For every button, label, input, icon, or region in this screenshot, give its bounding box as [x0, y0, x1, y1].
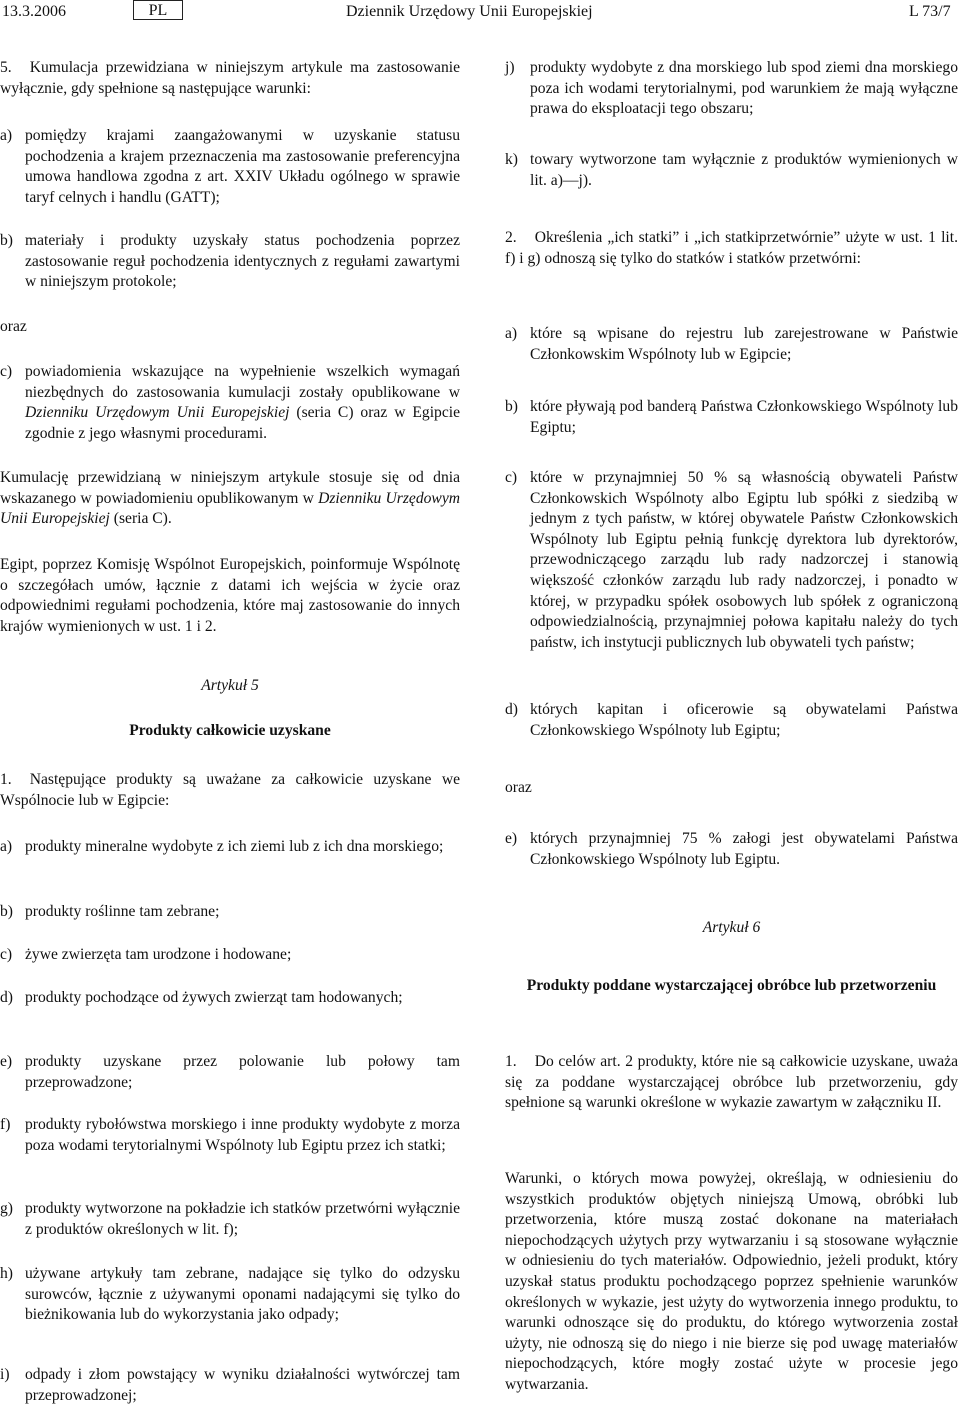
list-item-k [505, 150, 958, 191]
item-text: towary wytworzone tam wyłącznie z produktów wymienionych w lit. a)—j). [530, 151, 958, 189]
list-item [0, 945, 460, 966]
journal-name-italic: Dzienniku Urzędowym Unii Europejskiej [0, 489, 460, 528]
paragraph-number: 2. [505, 229, 517, 246]
list-item [0, 1115, 460, 1156]
item-text: używane artykuły tam zebrane, nadające się tylko do odzysku surowców, łącznie z używanymi oponami nadającymi się tylko do bieżnikowania lub do wykorzystania jako odpady; [25, 1265, 460, 1324]
paragraph-text: Kumulacja przewidziana w niniejszym artykule ma zastosowanie wyłącznie, gdy spełnione są następujące warunki: [0, 59, 460, 97]
paragraph-text: Określenia „ich statki” i „ich statkiprzetwórnie” użyte w ust. 1 lit. f) i g) odnoszą się tylko do statków i statków przetwórni: [505, 229, 958, 267]
item-text: materiały i produkty uzyskały status pochodzenia poprzez zastosowanie reguł pochodzenia identycznych z regułami zawartymi w niniejszym protokole; [25, 232, 460, 291]
item-label: g) [0, 1200, 13, 1217]
ship-condition [505, 829, 958, 870]
paragraph-number: 1. [505, 1053, 517, 1070]
item-text: żywe zwierzęta tam urodzone i hodowane; [25, 946, 292, 963]
journal-name-italic: Dzienniku Urzędowym Unii Europejskiej [25, 404, 290, 422]
page-header [0, 0, 960, 24]
list-item [0, 837, 460, 858]
paragraph-text: (seria C). [109, 510, 172, 528]
header-date: 13.3.2006 [2, 3, 66, 20]
item-label: h) [0, 1265, 13, 1282]
item-label: b) [505, 398, 518, 415]
item-text: pomiędzy krajami zaangażowanymi w uzyskanie statusu pochodzenia a krajem przeznaczenia ma zastosowanie preferencyjna umowa handlowa zgodna z art. XXIV Układu ogólnego w sprawie taryf celnych i handlu (GATT); [25, 127, 460, 206]
item-text: produkty roślinne tam zebrane; [25, 903, 220, 920]
journal-title: Dziennik Urzędowy Unii Europejskiej [346, 3, 593, 20]
item-label: c) [0, 363, 13, 380]
item-label: c) [0, 946, 13, 963]
paragraph-1 [0, 770, 460, 811]
item-label: c) [505, 469, 518, 486]
list-item [0, 988, 460, 1009]
ship-condition [505, 397, 958, 438]
item-label: j) [505, 59, 515, 76]
item-text: produkty pochodzące od żywych zwierząt tam hodowanych; [25, 989, 403, 1006]
item-label: a) [505, 325, 518, 342]
condition-a [0, 126, 460, 208]
article-5-label: Artykuł 5 [201, 677, 259, 694]
article-6-title: Produkty poddane wystarczającej obróbce lub przetworzeniu [526, 977, 937, 994]
paragraph-2 [505, 228, 958, 269]
item-text: odpady i złom powstający w wyniku działalności wytwórczej tam przeprowadzonej; [25, 1366, 460, 1404]
condition-c [0, 362, 460, 444]
item-text: powiadomienia wskazujące na wypełnienie wszelkich wymagań niezbędnych do zastosowania kumulacji zostały opublikowane w [25, 363, 460, 401]
item-label: a) [0, 838, 13, 855]
item-text: produkty wydobyte z dna morskiego lub spod ziemi dna morskiego poza ich wodami terytorialnymi, pod warunkiem że mają wyłączne prawa do eksploatacji tego obszaru; [530, 59, 958, 118]
condition-b [0, 231, 460, 293]
item-label: f) [0, 1116, 11, 1133]
article-6-paragraph-1 [505, 1052, 958, 1114]
item-text: które pływają pod banderą Państwa Członkowskiego Wspólnoty lub Egiptu; [530, 398, 958, 436]
list-item-j [505, 58, 958, 120]
ship-condition [505, 700, 958, 741]
ship-condition [505, 468, 958, 653]
list-item [0, 1199, 460, 1240]
item-text: produkty mineralne wydobyte z ich ziemi lub z ich dna morskiego; [25, 838, 444, 855]
item-label: e) [0, 1053, 13, 1070]
item-text: produkty rybołówstwa morskiego i inne produkty wydobyte z morza poza wodami terytorialnymi Wspólnoty lub Egiptu przez ich statki; [25, 1116, 460, 1154]
article-6-label: Artykuł 6 [702, 919, 761, 936]
item-text: których kapitan i oficerowie są obywatelami Państwa Członkowskiego Wspólnoty lub Egiptu; [530, 701, 958, 739]
list-item [0, 1264, 460, 1326]
item-label: b) [0, 903, 13, 920]
paragraph-number: 1. [0, 771, 12, 788]
cumulation-paragraph [0, 468, 460, 530]
page-number: L 73/7 [909, 3, 951, 20]
paragraph-text: Następujące produkty są uważane za całkowicie uzyskane we Wspólnocie lub w Egipcie: [0, 771, 460, 809]
item-label: b) [0, 232, 13, 249]
paragraph-text: Kumulację przewidzianą w niniejszym artykule stosuje się od dnia wskazanego w powiadomieniu opublikowanym w [0, 469, 460, 507]
list-item [0, 1365, 460, 1406]
list-item [0, 902, 460, 923]
egypt-paragraph: Egipt, poprzez Komisję Wspólnot Europejskich, poinformuje Wspólnotę o szczegółach umów, łącznie z datami ich wejścia w życie oraz odpowiednimi regułami pochodzenia, które maj zastosowanie do innych krajów wymienionych w ust. 1 i 2. [0, 556, 460, 635]
item-text: produkty wytworzone na pokładzie ich statków przetwórni wyłącznie z produktów określonych w lit. f); [25, 1200, 460, 1238]
item-label: i) [0, 1366, 10, 1383]
item-label: a) [0, 127, 13, 144]
item-label: d) [505, 701, 518, 718]
article-5-title: Produkty całkowicie uzyskane [129, 722, 331, 739]
paragraph-text: Do celów art. 2 produkty, które nie są całkowicie uzyskane, uważa się za poddane wystarczającej obróbce lub przetworzeniu, gdy spełnione są warunki określone w wykazie zawartym w załączniku II. [505, 1053, 958, 1112]
item-label: e) [505, 830, 518, 847]
item-label: d) [0, 989, 13, 1006]
ship-condition [505, 324, 958, 365]
paragraph-number: 5. [0, 59, 12, 76]
item-text: których przynajmniej 75 % załogi jest obywatelami Państwa Członkowskiego Wspólnoty lub Egiptu. [530, 830, 958, 868]
item-text: które w przynajmniej 50 % są własnością obywateli Państw Członkowskich Wspólnoty albo Egiptu lub spółki z siedzibą w jednym z tych państw, w której obywatele Państw Członkowskich Wspólnoty lub Egiptu pełnią funkcję dyrektora lub dyrektorów, przewodniczącego zarządu lub rady nadzorczej i stanowią większość członków zarządu lub rady nadzorczej, i ponadto w której, w przypadku spółek osobowych lub spółek z ograniczoną odpowiedzialnością, przynajmniej połowa kapitału należy do tych państw, ich instytucji publicznych lub obywateli tych państw; [530, 469, 958, 651]
paragraph-5 [0, 58, 460, 99]
item-text: które są wpisane do rejestru lub zarejestrowane w Państwie Członkowskim Wspólnoty lub w Egipcie; [530, 325, 958, 363]
conjunction-oraz: oraz [0, 318, 27, 335]
item-label: k) [505, 151, 518, 168]
list-item [0, 1052, 460, 1093]
conjunction-oraz: oraz [505, 779, 532, 796]
item-text: (seria C) oraz w Egipcie zgodnie z jego własnymi procedurami. [25, 404, 460, 442]
item-text: produkty uzyskane przez polowanie lub połowy tam przeprowadzone; [25, 1053, 460, 1091]
conditions-paragraph: Warunki, o których mowa powyżej, określają, w odniesieniu do wszystkich produktów objętych niniejszą Umową, obróbki lub przetworzenia, które muszą zostać dokonane na materiałach niepochodzących użytych przy wytwarzaniu i są stosowane wyłącznie w odniesieniu do tych materiałów. Odpowiednio, jeżeli produkt, który uzyskał status produktu pochodzącego poprzez spełnienie warunków określonych w wykazie, jest użyty do wytworzenia innego produktu, to warunki odnoszące się do produktu, do którego wytworzenia został użyty, nie odnoszą się do niego i nie bierze się pod uwagę materiałów niepochodzących, które mogły zostać użyte w procesie jego wytwarzania. [505, 1170, 958, 1393]
language-code-box: PL [133, 0, 183, 20]
